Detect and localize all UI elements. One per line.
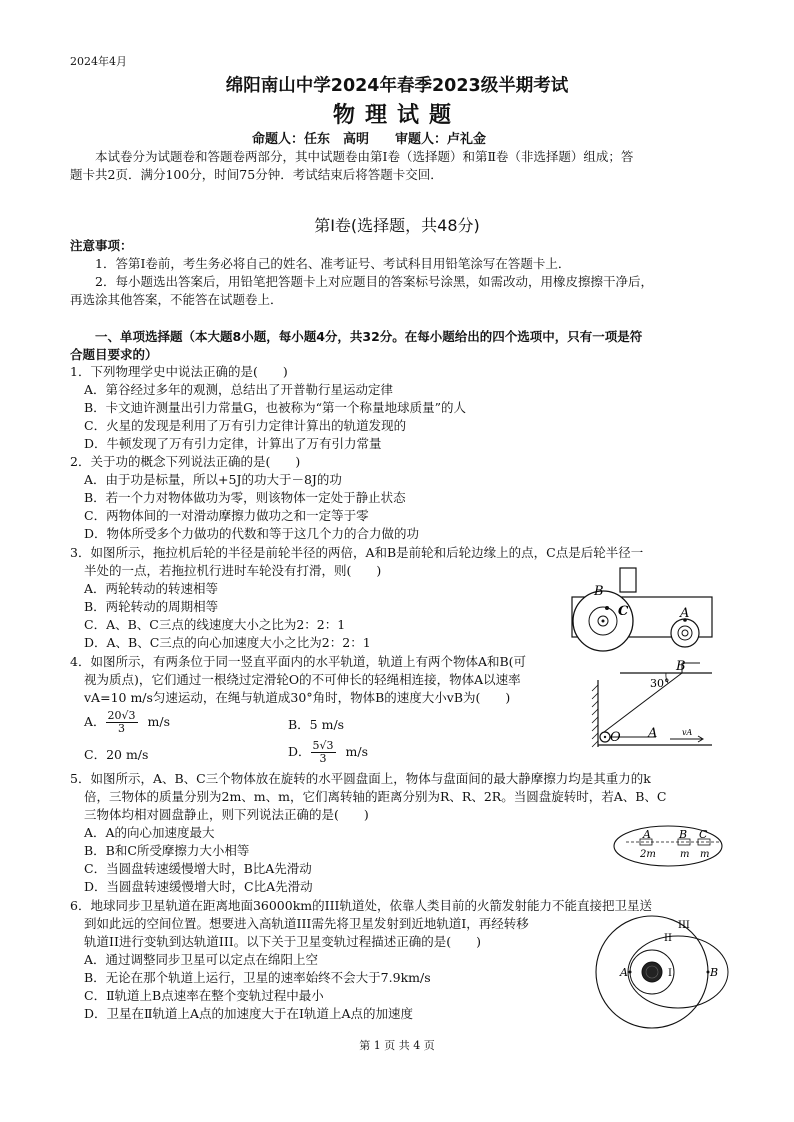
q6-stem-line-2: 到如此远的空间位置。想要进入高轨道III需先将卫星发射到近地轨道I，再经转移 <box>84 916 529 931</box>
disk-figure <box>612 822 727 872</box>
q3-option-d: D．A、B、C三点的向心加速度大小之比为2：2：1 <box>84 635 371 650</box>
disk-label-2m: 2m <box>640 849 656 860</box>
notice-2-line-2: 再选涂其他答案，不能答在试题卷上． <box>70 292 283 307</box>
q3-stem-line-1: 3．如图所示，拖拉机后轮的半径是前轮半径的两倍，A和B是前轮和后轮边缘上的点，C点是后轮半径一 <box>70 545 644 560</box>
disk-label-b: B <box>679 828 688 841</box>
intro-line-1: 本试卷分为试题卷和答题卷两部分，其中试题卷由第Ⅰ卷（选择题）和第Ⅱ卷（非选择题）组成；答 <box>95 149 634 164</box>
disk-label-a: A <box>643 828 651 841</box>
q4-stem-line-2: 视为质点)，它们通过一根绕过定滑轮O的不可伸长的轻绳相连接，物体A以速率 <box>84 672 521 687</box>
pulley-label-b: B <box>676 659 686 674</box>
orbit-label-i: I <box>668 968 672 979</box>
orbit-figure <box>590 912 720 1032</box>
authors-line: 命题人：任东 高明 审题人：卢礼金 <box>252 132 487 147</box>
tractor-label-a: A <box>680 606 690 621</box>
q2-option-c: C．两物体间的一对滑动摩擦力做功之和一定等于零 <box>84 508 369 523</box>
notice-2-line-1: 2．每小题选出答案后，用铅笔把答题卡上对应题目的答案标号涂黑，如需改动，用橡皮擦擦干净后， <box>95 274 653 289</box>
q6-stem-line-1: 6．地球同步卫星轨道在距离地面36000km的III轨道处，依靠人类目前的火箭发射能力不能直接把卫星送 <box>70 898 652 913</box>
q1-option-c: C．火星的发现是利用了万有引力定律计算出的轨道发现的 <box>84 418 407 433</box>
pulley-label-a: A <box>648 726 658 741</box>
orbit-label-ii: II <box>664 933 672 944</box>
q3-option-a: A．两轮转动的转速相等 <box>84 581 219 596</box>
q1-option-b: B．卡文迪许测量出引力常量G，也被称为“第一个称量地球质量”的人 <box>84 400 466 415</box>
q6-option-a: A．通过调整同步卫星可以定点在绵阳上空 <box>84 952 319 967</box>
q4-option-c: C．20 m/s <box>84 747 149 762</box>
q5-stem-line-2: 倍，三物体的质量分别为2m、m、m，它们离转轴的距离分别为R、R、2R。当圆盘旋转时，若A、B、C <box>84 789 667 804</box>
pulley-label-angle: 30° <box>650 677 670 690</box>
q1-stem: 1．下列物理学史中说法正确的是( ) <box>70 364 288 379</box>
subject-title: 物理试题 <box>332 103 461 128</box>
q3-option-c: C．A、B、C三点的线速度大小之比为2：2：1 <box>84 617 346 632</box>
disk-label-m-c: m <box>700 849 710 860</box>
pulley-label-v: vA <box>682 728 693 737</box>
q6-option-d: D．卫星在Ⅱ轨道上A点的加速度大于在Ⅰ轨道上A点的加速度 <box>84 1006 414 1021</box>
disk-label-m-b: m <box>680 849 690 860</box>
q2-option-d: D．物体所受多个力做功的代数和等于这几个力的合力做的功 <box>84 526 420 541</box>
q5-stem-line-1: 5．如图所示，A、B、C三个物体放在旋转的水平圆盘面上，物体与盘面间的最大静摩擦力均是其重力的k <box>70 771 651 786</box>
notice-label: 注意事项： <box>70 238 133 253</box>
q5-option-c: C．当圆盘转速缓慢增大时，B比A先滑动 <box>84 861 312 876</box>
q2-option-b: B．若一个力对物体做功为零，则该物体一定处于静止状态 <box>84 490 406 505</box>
q6-option-b: B．无论在那个轨道上运行，卫星的速率始终不会大于7.9km/s <box>84 970 431 985</box>
q5-stem-line-3: 三物体均相对圆盘静止，则下列说法正确的是( ) <box>84 807 369 822</box>
q3-option-b: B．两轮转动的周期相等 <box>84 599 219 614</box>
q4-option-b: B．5 m/s <box>288 717 345 732</box>
q6-option-c: C．Ⅱ轨道上B点速率在整个变轨过程中最小 <box>84 988 324 1003</box>
notice-1: 1．答第Ⅰ卷前，考生务必将自己的姓名、准考证号、考试科目用铅笔涂写在答题卡上． <box>95 256 571 271</box>
orbit-label-b: B <box>710 966 719 979</box>
exam-date: 2024年4月 <box>70 55 127 68</box>
section-title: 第Ⅰ卷(选择题，共48分) <box>314 216 480 235</box>
q1-option-d: D．牛顿发现了万有引力定律，计算出了万有引力常量 <box>84 436 382 451</box>
intro-line-2: 题卡共2页．满分100分，时间75分钟．考试结束后将答题卡交回． <box>70 167 443 182</box>
q4-option-d: D． $\frac{5√3}{3}$ m/s <box>288 739 369 765</box>
part-title-line-1: 一、单项选择题（本大题8小题，每小题4分，共32分。在每小题给出的四个选项中，只有一项是符 <box>95 329 643 344</box>
page-footer: 第 1 页 共 4 页 <box>359 1039 435 1052</box>
q4-stem-line-3: vA=10 m/s匀速运动，在绳与轨道成30°角时，物体B的速度大小vB为( ) <box>84 690 511 705</box>
q5-option-b: B．B和C所受摩擦力大小相等 <box>84 843 250 858</box>
q2-stem: 2．关于功的概念下列说法正确的是( ) <box>70 454 301 469</box>
tractor-figure <box>570 565 720 665</box>
q1-option-a: A．第谷经过多年的观测，总结出了开普勒行星运动定律 <box>84 382 394 397</box>
part-title-line-2: 合题目要求的） <box>70 347 158 362</box>
school-title: 绵阳南山中学2024年春季2023级半期考试 <box>225 76 569 96</box>
tractor-label-c: C <box>618 604 629 619</box>
q6-stem-line-3: 轨道II进行变轨到达轨道III。以下关于卫星变轨过程描述正确的是( ) <box>84 934 481 949</box>
tractor-label-b: B <box>594 584 604 599</box>
q4-stem-line-1: 4．如图所示，有两条位于同一竖直平面内的水平轨道，轨道上有两个物体A和B(可 <box>70 654 527 669</box>
q4-option-a: A． $\frac{20√3}{3}$ m/s <box>84 709 171 735</box>
q5-option-d: D．当圆盘转速缓慢增大时，C比A先滑动 <box>84 879 313 894</box>
q3-stem-line-2: 半处的一点，若拖拉机行进时车轮没有打滑，则( ) <box>84 563 382 578</box>
orbit-label-iii: III <box>678 920 690 931</box>
pulley-figure <box>590 655 720 755</box>
q2-option-a: A．由于功是标量，所以+5J的功大于－8J的功 <box>84 472 342 487</box>
q5-option-a: A．A的向心加速度最大 <box>84 825 215 840</box>
disk-label-c: C <box>699 828 708 841</box>
pulley-label-o: O <box>610 730 621 745</box>
orbit-label-a: A <box>620 966 628 979</box>
